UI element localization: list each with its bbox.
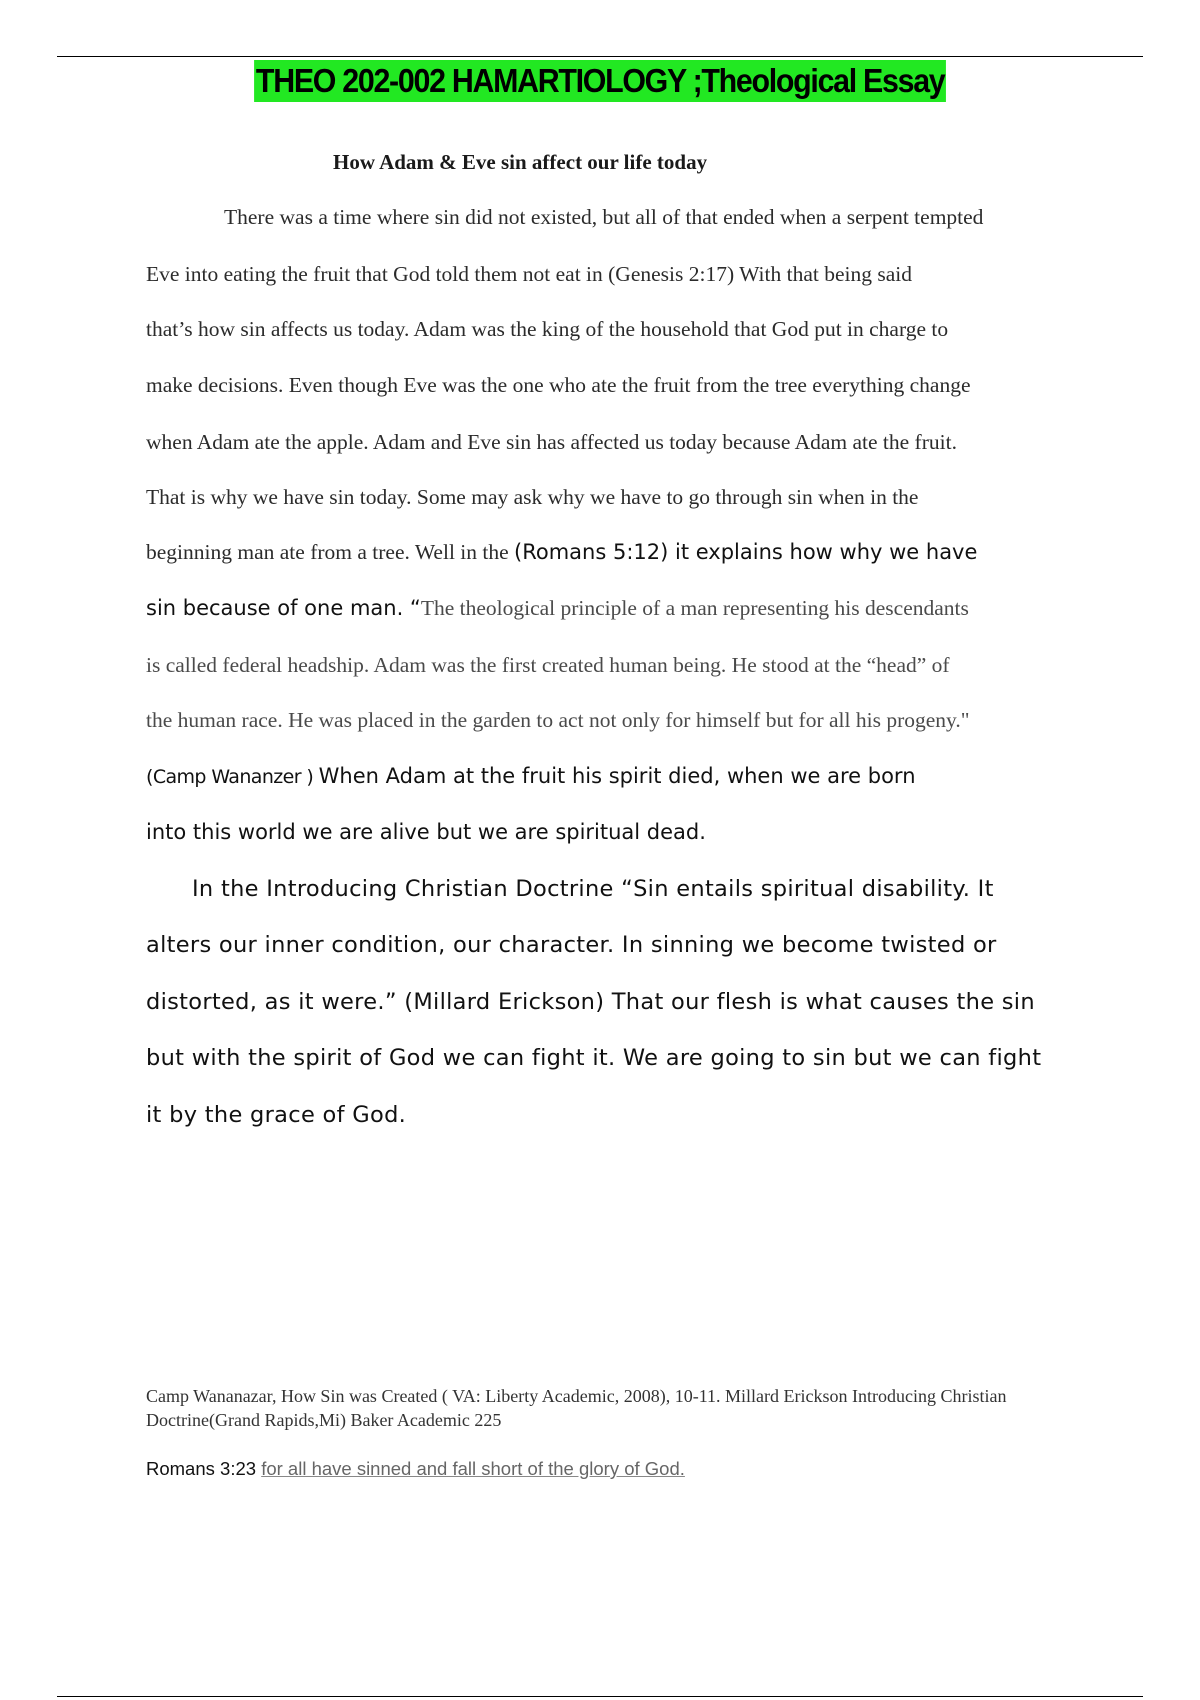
paragraph-1-line-6: That is why we have sin today. Some may ask why we have to go through sin when in the xyxy=(146,485,919,509)
paragraph-2-line-3: distorted, as it were.” (Millard Erickson) That our flesh is what causes the sin xyxy=(146,989,1035,1015)
line-8-text: sin because of one man. “ xyxy=(146,596,421,620)
paragraph-1-line-3: that’s how sin affects us today. Adam was the king of the household that God put in charge to xyxy=(146,317,949,341)
romans-5-12-reference: (Romans 5:12) it explains how why we have xyxy=(514,540,978,564)
paragraph-1-line-4: make decisions. Even though Eve was the one who ate the fruit from the tree everything change xyxy=(146,373,971,397)
footnote-citation: Camp Wananazar, How Sin was Created ( VA: Liberty Academic, 2008), 10-11. Millard Erickson Introducing Christian Doctrine(Grand Rapids,Mi) Baker Academic 225 xyxy=(146,1386,1007,1430)
bottom-rule xyxy=(57,1696,1143,1697)
paragraph-2-line-4: but with the spirit of God we can fight it. We are going to sin but we can fight xyxy=(146,1045,1042,1071)
romans-3-23-verse xyxy=(146,1458,685,1480)
document-title: THEO 202-002 HAMARTIOLOGY ;Theological Essay xyxy=(254,60,946,102)
essay-title: How Adam & Eve sin affect our life today xyxy=(333,150,708,174)
top-rule xyxy=(57,56,1143,57)
federal-headship-quote-start: The theological principle of a man representing his descendants xyxy=(420,596,969,620)
paragraph-2-line-2: alters our inner condition, our character. In sinning we become twisted or xyxy=(146,932,997,958)
verse-text-link[interactable]: for all have sinned and fall short of the glory of God. xyxy=(261,1458,685,1479)
paragraph-1-line-10: the human race. He was placed in the garden to act not only for himself but for all his progeny." xyxy=(146,708,970,732)
paragraph-1-line-9: is called federal headship. Adam was the first created human being. He stood at the “head” of xyxy=(146,653,950,677)
camp-wananzer-citation: (Camp Wananzer ) xyxy=(146,766,319,788)
paragraph-1-line-7 xyxy=(146,540,977,565)
line-7-text: beginning man ate from a tree. Well in the xyxy=(146,540,515,564)
document-header xyxy=(0,60,1200,102)
paragraph-1-line-1: There was a time where sin did not existed, but all of that ended when a serpent tempted xyxy=(224,205,984,229)
paragraph-1-line-12: into this world we are alive but we are spiritual dead. xyxy=(146,820,706,844)
paragraph-2-line-1: In the Introducing Christian Doctrine “Sin entails spiritual disability. It xyxy=(192,876,994,902)
paragraph-1-line-11 xyxy=(146,764,916,788)
paragraph-2-line-5: it by the grace of God. xyxy=(146,1102,407,1128)
paragraph-1-line-2: Eve into eating the fruit that God told them not eat in (Genesis 2:17) With that being said xyxy=(146,262,913,286)
line-11-text: When Adam at the fruit his spirit died, when we are born xyxy=(318,764,916,788)
paragraph-1-line-8 xyxy=(146,596,969,621)
paragraph-1-line-5: when Adam ate the apple. Adam and Eve sin has affected us today because Adam ate the fruit. xyxy=(146,430,957,454)
verse-reference: Romans 3:23 xyxy=(146,1458,262,1479)
